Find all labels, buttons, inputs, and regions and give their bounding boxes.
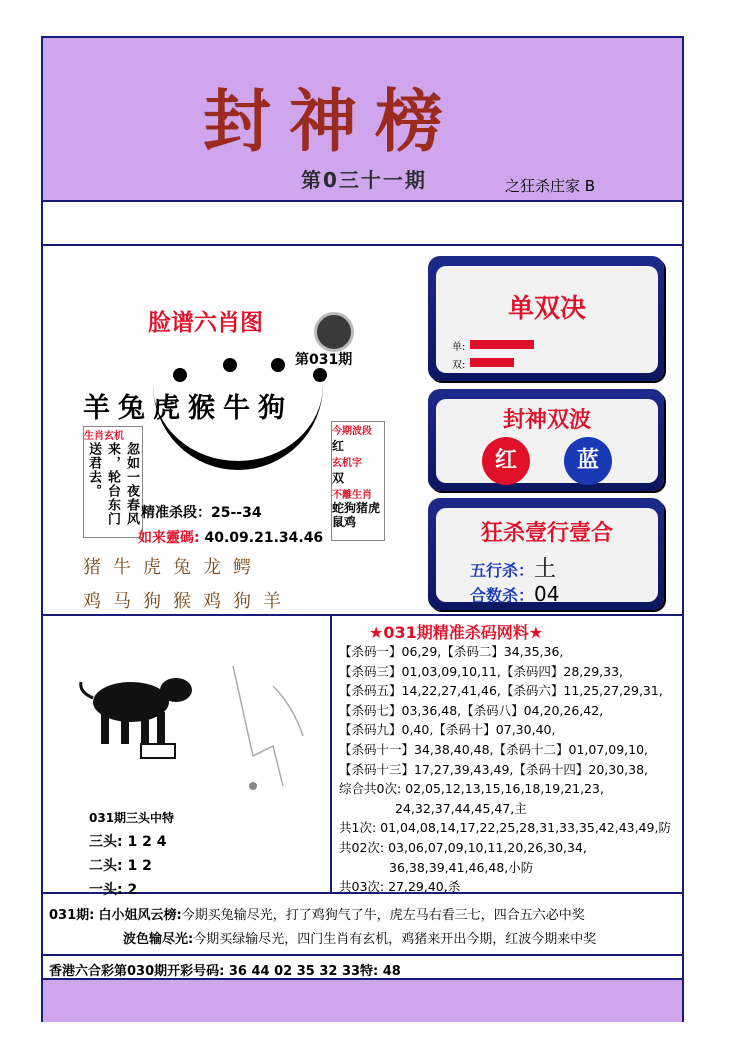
animal-icon: 狗 <box>143 591 173 612</box>
kill-codes-list <box>339 642 679 897</box>
odd-bar <box>470 340 534 349</box>
ruyi-value: 40.09.21.34.46 <box>204 530 324 546</box>
main-panel <box>43 246 682 616</box>
even-label: 双: <box>452 360 466 371</box>
phrase-band <box>43 894 682 956</box>
phrase-row2-label: 波色输尽光: <box>123 932 194 947</box>
animal-icon: 鸡 <box>83 591 113 612</box>
heads-block <box>89 806 174 902</box>
wave-value: 红 <box>332 439 345 453</box>
kill-line: 共1次: 01,04,08,14,17,22,25,28,31,33,35,42,43,49,防 <box>339 820 671 836</box>
kill-line: 【杀码五】14,22,27,41,46,【杀码六】11,25,27,29,31, <box>339 683 663 699</box>
element-card-title: 狂杀壹行壹合 <box>480 521 613 546</box>
heads-value: 1 2 <box>127 858 152 874</box>
kill-line: 36,38,39,41,46,48,小防 <box>389 859 534 875</box>
odd-even-card <box>428 256 664 381</box>
kill-line: 【杀码一】06,29,【杀码二】34,35,36, <box>339 644 564 659</box>
kill-line: 【杀码九】0,40,【杀码十】07,30,40, <box>339 722 556 738</box>
ruyi-code <box>138 527 323 547</box>
bottom-panel <box>43 616 682 898</box>
animal-icon: 虎 <box>143 557 173 578</box>
keep-zodiac-value: 蛇狗猪虎鼠鸡 <box>332 501 381 529</box>
donkey-icon <box>71 652 201 762</box>
zodiac-hint-box <box>83 426 143 538</box>
animal-icon: 狗 <box>233 591 263 612</box>
element-card <box>428 498 664 610</box>
issue-title: 第0三十一期 <box>301 168 427 192</box>
wave-label: 今期波段 <box>332 426 372 437</box>
kill-line: 【杀码十一】34,38,40,48,【杀码十二】01,07,09,10, <box>339 741 649 757</box>
hint-char-label: 玄机字 <box>332 458 362 469</box>
heads-label: 一头: <box>89 882 123 898</box>
element-row <box>470 552 556 583</box>
even-bar <box>470 358 514 367</box>
odd-even-title: 单双决 <box>507 294 586 324</box>
heads-label: 二头: <box>89 858 123 874</box>
info-strip <box>43 202 682 246</box>
kill-line: 共02次: 03,06,07,09,10,11,20,26,30,34, <box>339 839 587 855</box>
animal-icon: 猪 <box>83 557 113 578</box>
wave-box <box>331 421 385 541</box>
color-card-title: 封神双波 <box>502 408 591 433</box>
zodiac-hint-label: 生肖玄机 <box>84 431 124 442</box>
result-text: 香港六合彩第030期开彩号码: 36 44 02 35 32 33特: 48 <box>49 964 401 979</box>
animal-icon: 龙 <box>203 557 233 578</box>
kill-line: 【杀码七】03,36,48,【杀码八】04,20,26,42, <box>339 702 604 718</box>
main-title: 封神榜 <box>203 82 462 162</box>
odd-even-card-body <box>436 266 658 373</box>
page-frame <box>41 36 684 1022</box>
keep-zodiac-label: 不離生肖 <box>332 490 372 501</box>
sketch-icon <box>213 646 323 796</box>
kill-line: 综合共0次: 02,05,12,13,15,16,18,19,21,23, <box>339 781 604 797</box>
phrase-row1-text: 今期买兔输尽光，打了鸡狗气了牛，虎左马右看三七，四合五六必中奖 <box>181 908 585 923</box>
color-card-body <box>436 399 658 483</box>
heads-row <box>89 854 174 878</box>
heads-title: 031期三头中特 <box>89 811 175 825</box>
phrase-row-1 <box>49 904 585 923</box>
element-card-body <box>436 508 658 606</box>
phrase-row2-text: 今期买绿输尽光，四门生肖有玄机，鸡猪来开出今期，红波今期来中奖 <box>193 932 597 947</box>
ruyi-label: 如来靈碼: <box>138 530 200 546</box>
kill-codes-title: ★031期精准杀码网料★ <box>369 623 544 642</box>
face-panel-title: 脸谱六肖图 <box>148 310 263 336</box>
hint-char-value: 双 <box>332 471 345 485</box>
kill-line: 【杀码三】01,03,09,10,11,【杀码四】28,29,33, <box>339 663 624 679</box>
animal-icon: 鸡 <box>203 591 233 612</box>
lock-icon <box>314 312 354 352</box>
animal-icon: 兔 <box>173 557 203 578</box>
heads-label: 三头: <box>89 834 123 850</box>
animal-icon: 猴 <box>173 591 203 612</box>
heads-value: 1 2 4 <box>127 834 167 850</box>
animal-icon: 羊 <box>263 591 293 612</box>
column-divider <box>330 616 332 892</box>
result-band <box>43 956 682 980</box>
kill-line: 24,32,37,44,45,47,主 <box>395 800 527 816</box>
sum-label: 合数杀： <box>470 586 535 605</box>
heads-row <box>89 830 174 854</box>
heads-value: 2 <box>127 882 138 898</box>
sum-row <box>470 582 559 606</box>
face-issue-label: 第031期 <box>295 352 353 368</box>
kill-line: 【杀码十三】17,27,39,43,49,【杀码十四】20,30,38, <box>339 761 649 777</box>
subtitle: 之狂杀庄家 B <box>505 177 596 195</box>
zodiac-list: 羊兔虎猴牛狗 <box>83 393 293 424</box>
phrase-issue-label: 031期: <box>49 908 95 923</box>
animal-icon: 鳄 <box>233 557 263 578</box>
phrase-row-2 <box>123 928 596 947</box>
odd-label: 单: <box>452 342 466 353</box>
animal-icon: 牛 <box>113 557 143 578</box>
phrase-row1-label: 白小姐风云榜: <box>98 908 182 923</box>
kill-line: 共03次: 27,29,40,杀 <box>339 879 461 895</box>
animal-row <box>83 551 383 619</box>
sum-value: 04 <box>534 582 560 606</box>
footer-band <box>43 980 682 1022</box>
kill-range: 精准杀段：25--34 <box>141 505 262 521</box>
zodiac-hint-text: 忽如一夜春风来，轮台东门送君去。 <box>86 442 139 526</box>
element-value: 土 <box>534 557 557 582</box>
header-band <box>43 38 682 202</box>
color-card <box>428 389 664 491</box>
blue-dot: 蓝 <box>564 437 612 485</box>
animal-icon: 马 <box>113 591 143 612</box>
red-dot: 红 <box>482 437 530 485</box>
element-label: 五行杀： <box>470 561 535 580</box>
